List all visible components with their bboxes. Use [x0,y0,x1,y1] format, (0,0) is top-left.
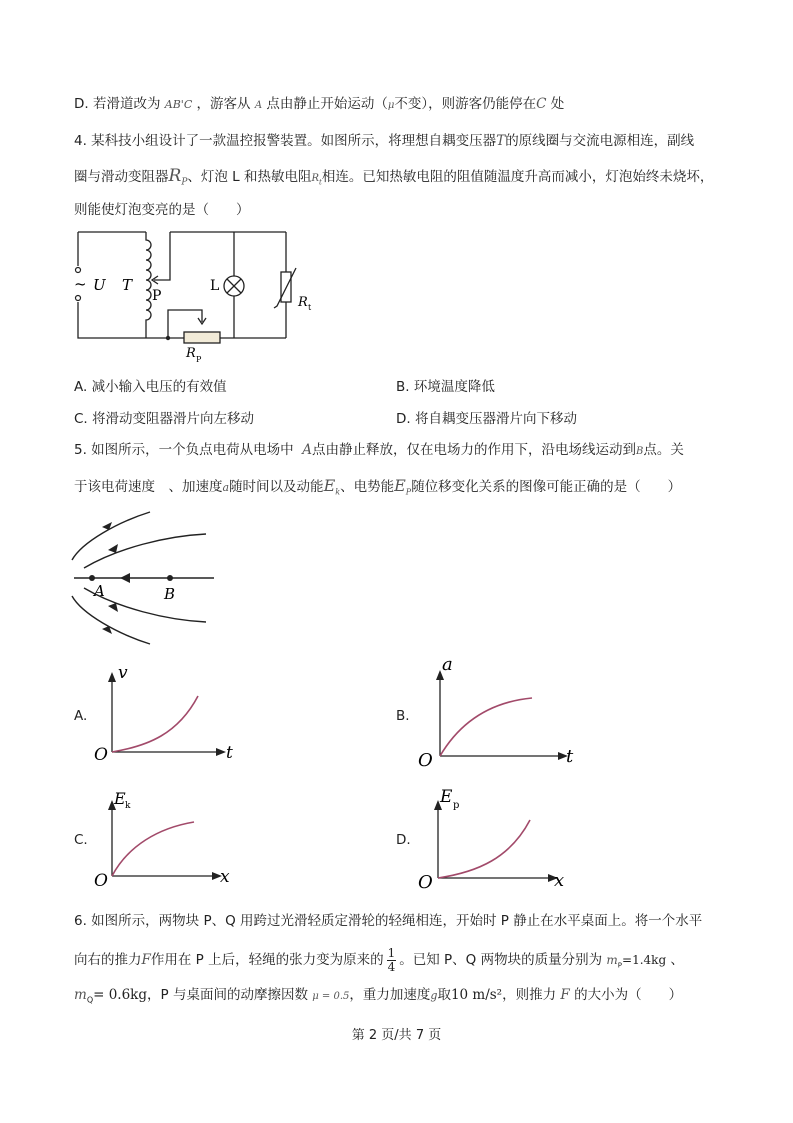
q3-option-d: D. 若滑道改为 AB'C ，游客从 A 点由静止开始运动（μ不变），则游客仍能停在C 处 [74,96,565,112]
transformer-circuit-diagram [68,226,318,376]
field-line [72,596,150,644]
field-line [84,534,206,568]
field-arrow [108,544,118,553]
slider-p-wire [154,232,170,280]
x-axis-label: x [554,870,565,891]
point-a [89,575,95,581]
fraction-one-quarter: $\frac{1}{4}$ [387,945,396,974]
origin-label: O [94,871,108,891]
curve-ep-x [438,820,530,878]
x-axis-label: x [220,867,230,887]
page-footer: 第 2 页/共 7 页 [351,1028,442,1043]
label-t: T [122,276,133,294]
graph-d-ep-x [410,780,580,896]
label-rt: R [298,295,308,310]
q5-option-c-label: C. [74,832,88,848]
q4-option-c: C. 将滑动变阻器滑片向左移动 [74,411,255,427]
label-point-a: A [94,582,105,600]
q4-option-d: D. 将自耦变压器滑片向下移动 [396,411,577,427]
origin-label: O [418,750,433,771]
q4-option-a: A. 减小输入电压的有效值 [74,379,227,395]
electric-field-diagram [66,508,226,648]
rheostat-symbol [184,332,220,343]
label-rt-sub: t [308,303,312,312]
label-p: P [152,288,162,304]
circuit-wire [78,302,146,338]
label-rp: R [186,346,196,361]
x-axis-arrow [216,748,226,756]
origin-label: O [94,745,108,765]
terminal-bottom [76,296,81,301]
graph-a-v-t [88,656,248,766]
field-arrow [120,573,130,583]
y-axis-label: E [440,787,453,807]
y-axis-sub: p [453,800,460,811]
point-b [167,575,173,581]
q5-option-d-label: D. [396,832,411,848]
ac-symbol: ~ [74,275,87,293]
q5-option-a-label: A. [74,708,88,724]
y-axis-label: v [118,663,128,683]
field-arrow [108,603,118,612]
curve-v-t [112,696,198,752]
y-axis-arrow [108,672,116,682]
origin-label: O [418,872,433,893]
y-axis-sub: k [125,801,131,811]
q4-stem-line3: 则能使灯泡变亮的是（ ） [74,202,250,218]
junction-dot [166,336,170,340]
transformer-coil [146,232,151,338]
x-axis-label: t [566,746,574,767]
q5-stem-line2: 于该电荷速度 、加速度a随时间以及动能$E_k$、电势能$E_P$随位移变化关系的图像可能正确的是（ ） [74,476,682,497]
field-line [72,512,150,560]
graph-b-a-t [410,652,590,772]
q6-stem-line2: 向右的推力F作用在 P 上后，轻绳的张力变为原来的 $\frac{1}{4}$ 。已知 P、Q 两物块的质量分别为 $m_P=1.4kg$ 、 [74,945,684,974]
lamp-cross [227,279,241,293]
y-axis-label: a [442,654,453,675]
terminal-top [76,268,81,273]
q6-stem-line1: 6. 如图所示，两物块 P、Q 用跨过光滑轻质定滑轮的轻绳相连，开始时 P 静止在水平桌面上。将一个水平 [74,913,703,929]
label-rp-sub: P [196,355,202,364]
q4-option-b: B. 环境温度降低 [396,379,495,395]
q5-option-b-label: B. [396,708,410,724]
y-axis-label: E [114,789,126,808]
label-u: U [93,276,106,294]
q5-stem-line1: 5. 如图所示，一个负点电荷从电场中 A点由静止释放，仅在电场力的作用下，沿电场线运动到B点。关 [74,442,684,458]
label-lamp: L [210,278,220,294]
q6-stem-line3: $m_Q= 0.6kg$，P 与桌面间的动摩擦因数 μ = 0.5，重力加速度g取10 m/s²，则推力 F 的大小为（ ） [74,987,683,1005]
q4-stem-line1: 4. 某科技小组设计了一款温控报警装置。如图所示，将理想自耦变压器T的原线圈与交流电源相连，副线 [74,133,695,149]
graph-c-ek-x [88,782,248,892]
curve-ek-x [112,822,194,876]
label-point-b: B [164,585,176,603]
q4-stem-line2: 圈与滑动变阻器$R_P$、灯泡 L 和热敏电阻$R_t$相连。已知热敏电阻的阻值随温度升高而减小，灯泡始终未烧坏， [74,166,714,188]
x-axis-label: t [226,743,233,763]
curve-a-t [440,698,532,756]
